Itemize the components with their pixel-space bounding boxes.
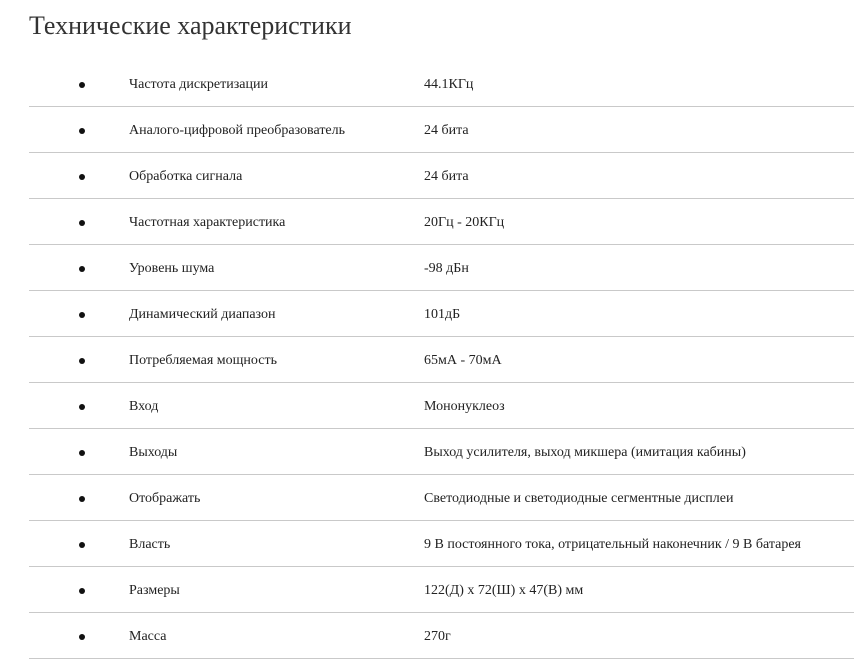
page-title: Технические характеристики xyxy=(29,11,352,40)
spec-value: Светодиодные и светодиодные сегментные дисплеи xyxy=(424,491,734,506)
spec-name: Вход xyxy=(129,399,159,414)
spec-row xyxy=(29,107,854,153)
spec-name: Аналого-цифровой преобразователь xyxy=(129,123,346,138)
spec-row xyxy=(29,521,854,567)
spec-name: Частотная характеристика xyxy=(129,215,286,230)
spec-row xyxy=(29,475,854,521)
spec-row xyxy=(29,153,854,199)
spec-name: Масса xyxy=(129,629,167,644)
spec-name: Обработка сигнала xyxy=(129,169,243,184)
spec-row xyxy=(29,199,854,245)
spec-table xyxy=(29,61,854,659)
bullet-icon xyxy=(79,496,85,502)
bullet-icon xyxy=(79,588,85,594)
bullet-icon xyxy=(79,542,85,548)
bullet-icon xyxy=(79,312,85,318)
spec-name: Потребляемая мощность xyxy=(129,353,277,368)
spec-value: Мононуклеоз xyxy=(424,399,505,414)
spec-value: 9 В постоянного тока, отрицательный наконечник / 9 В батарея xyxy=(424,537,801,552)
spec-name: Частота дискретизации xyxy=(129,77,268,92)
spec-row xyxy=(29,245,854,291)
spec-row xyxy=(29,337,854,383)
spec-row xyxy=(29,613,854,659)
spec-name: Уровень шума xyxy=(129,261,215,276)
spec-value: -98 дБн xyxy=(424,261,469,276)
spec-row xyxy=(29,567,854,613)
spec-value: 24 бита xyxy=(424,169,469,184)
spec-value: 122(Д) x 72(Ш) x 47(В) мм xyxy=(424,583,584,598)
spec-value: 20Гц - 20КГц xyxy=(424,215,505,230)
spec-row xyxy=(29,291,854,337)
spec-value: 44.1КГц xyxy=(424,77,474,92)
bullet-icon xyxy=(79,220,85,226)
bullet-icon xyxy=(79,266,85,272)
spec-name: Динамический диапазон xyxy=(129,307,276,322)
spec-name: Отображать xyxy=(129,491,201,506)
bullet-icon xyxy=(79,82,85,88)
bullet-icon xyxy=(79,128,85,134)
spec-value: Выход усилителя, выход микшера (имитация кабины) xyxy=(424,445,746,460)
bullet-icon xyxy=(79,358,85,364)
spec-value: 270г xyxy=(424,629,451,644)
spec-row xyxy=(29,429,854,475)
spec-value: 65мА - 70мА xyxy=(424,353,502,368)
spec-value: 101дБ xyxy=(424,307,461,322)
spec-row xyxy=(29,383,854,429)
spec-name: Выходы xyxy=(129,445,178,460)
bullet-icon xyxy=(79,404,85,410)
bullet-icon xyxy=(79,634,85,640)
spec-name: Размеры xyxy=(129,583,180,598)
spec-name: Власть xyxy=(129,537,171,552)
bullet-icon xyxy=(79,174,85,180)
spec-row xyxy=(29,61,854,107)
spec-value: 24 бита xyxy=(424,123,469,138)
bullet-icon xyxy=(79,450,85,456)
